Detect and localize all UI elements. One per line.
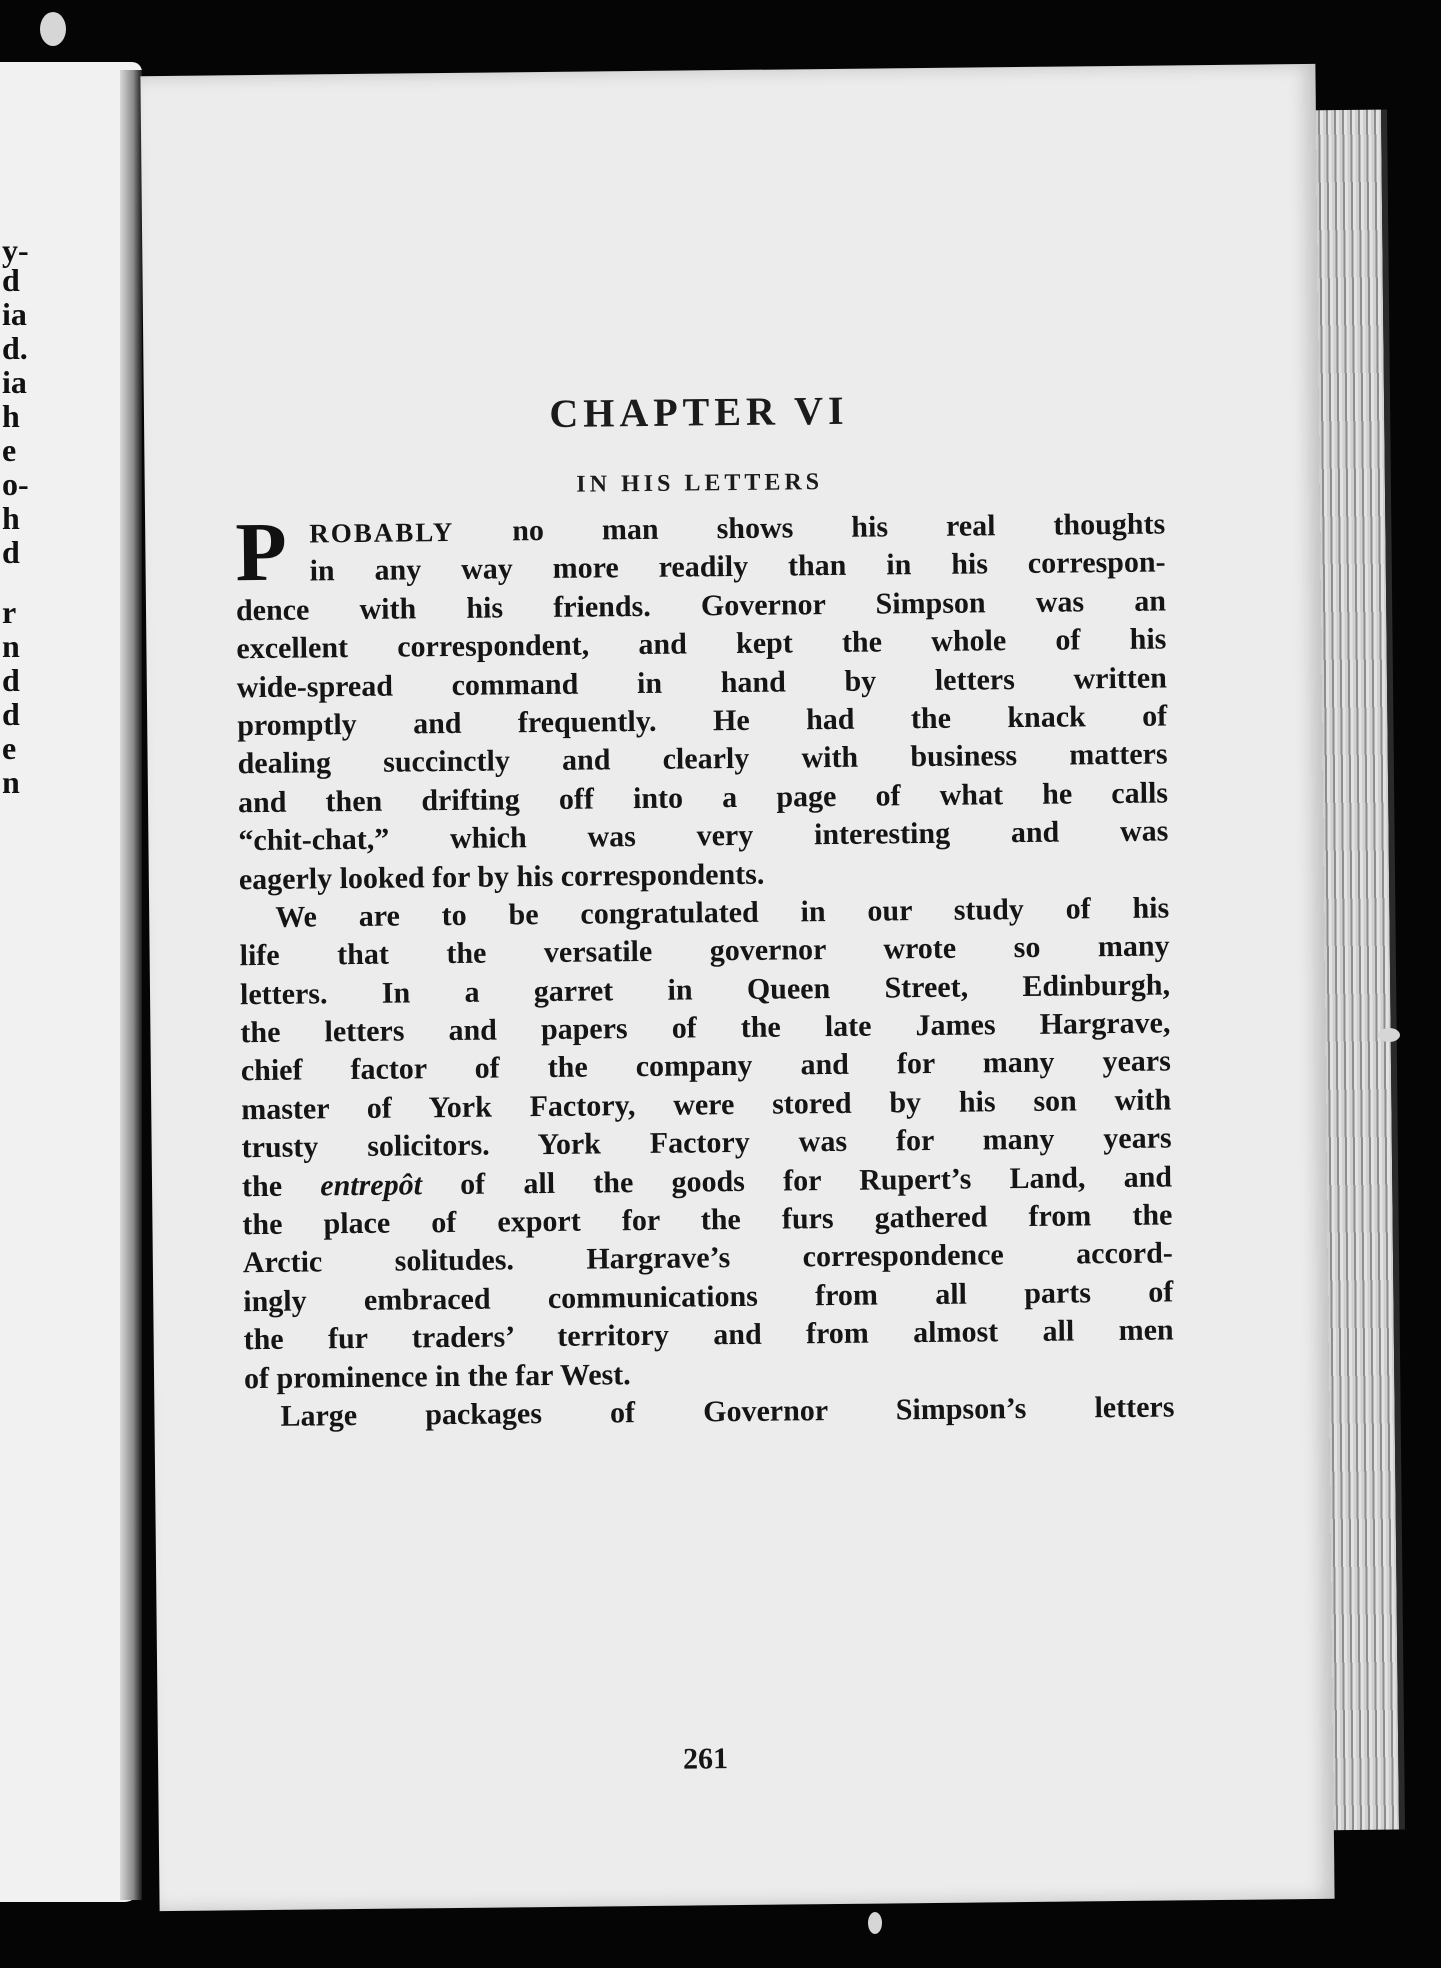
fragment: d [2, 662, 20, 698]
fragment: d [2, 696, 20, 732]
fragment: d. [2, 330, 28, 366]
text-line: of prominence in the far West. [243, 1357, 631, 1395]
text-line: eagerly looked for by his correspondents. [238, 857, 765, 896]
text-line: wide-spread command in hand by letters written [236, 661, 1167, 704]
text-line: master of York Factory, were stored by his son with [241, 1083, 1172, 1127]
text-line: Large packages of Governor Simpson’s letters [280, 1390, 1175, 1433]
fragment: d [2, 262, 20, 298]
fragment: y- [2, 232, 29, 268]
text-line: We are to be congratulated in our study of his [275, 891, 1170, 934]
text-line: ingly embraced communications from all parts of [243, 1275, 1174, 1319]
chapter-subtitle: IN HIS LETTERS [576, 469, 824, 498]
fragment: ia [2, 364, 27, 400]
page-number: 261 [682, 1742, 729, 1776]
text-line: “chit-chat,” which was very interesting and was [238, 814, 1169, 858]
fragment: n [2, 764, 20, 800]
text-line: the place of export for the furs gathered from the [242, 1198, 1173, 1242]
text-line: excellent correspondent, and kept the whole of his [236, 622, 1167, 666]
text-line: dealing succinctly and clearly with business matters [237, 737, 1168, 781]
fragment: h [2, 500, 20, 536]
text-line: in any way more readily than in his correspon- [309, 545, 1166, 588]
text-line-prefix: the [241, 1169, 321, 1203]
body-text [235, 505, 1175, 1436]
fragment: e [2, 730, 17, 766]
text-line: and then drifting off into a page of what he calls [237, 776, 1169, 819]
gutter-shadow [120, 70, 142, 1900]
opening-smallcaps: ROBABLY [309, 516, 455, 549]
text-line: trusty solicitors. York Factory was for many years [241, 1121, 1172, 1165]
text-line-rest: no man shows his real thoughts [454, 507, 1166, 548]
scan-speck [868, 1912, 882, 1934]
text-line-rest: of all the goods for Rupert’s Land, and [460, 1160, 1173, 1201]
text-line: the letters and papers of the late James Hargrave, [240, 1006, 1171, 1050]
text-line: the fur traders’ territory and from almost all men [243, 1313, 1174, 1357]
fragment: r [2, 594, 17, 630]
fragment: e [2, 432, 17, 468]
text-line: chief factor of the company and for many years [240, 1044, 1171, 1088]
scan-speck [1378, 1028, 1400, 1042]
text-line: dence with his friends. Governor Simpson was an [235, 584, 1167, 628]
text-line: Arctic solitudes. Hargrave’s correspondence accord- [242, 1236, 1173, 1280]
drop-cap: P [234, 505, 288, 600]
scan-speck [40, 12, 66, 46]
fragment: d [2, 534, 20, 570]
text-line: letters. In a garret in Queen Street, Edinburgh, [239, 968, 1171, 1011]
italic-term: entrepôt [320, 1167, 423, 1203]
fragment: n [2, 628, 20, 664]
text-line: promptly and frequently. He had the knack of [237, 699, 1168, 743]
fragment: h [2, 398, 20, 434]
fragment: ia [2, 296, 27, 332]
chapter-title: CHAPTER VI [549, 387, 849, 436]
fragment: o- [2, 466, 29, 502]
book-page [140, 64, 1334, 1911]
text-line: life that the versatile governor wrote so many [239, 929, 1170, 973]
